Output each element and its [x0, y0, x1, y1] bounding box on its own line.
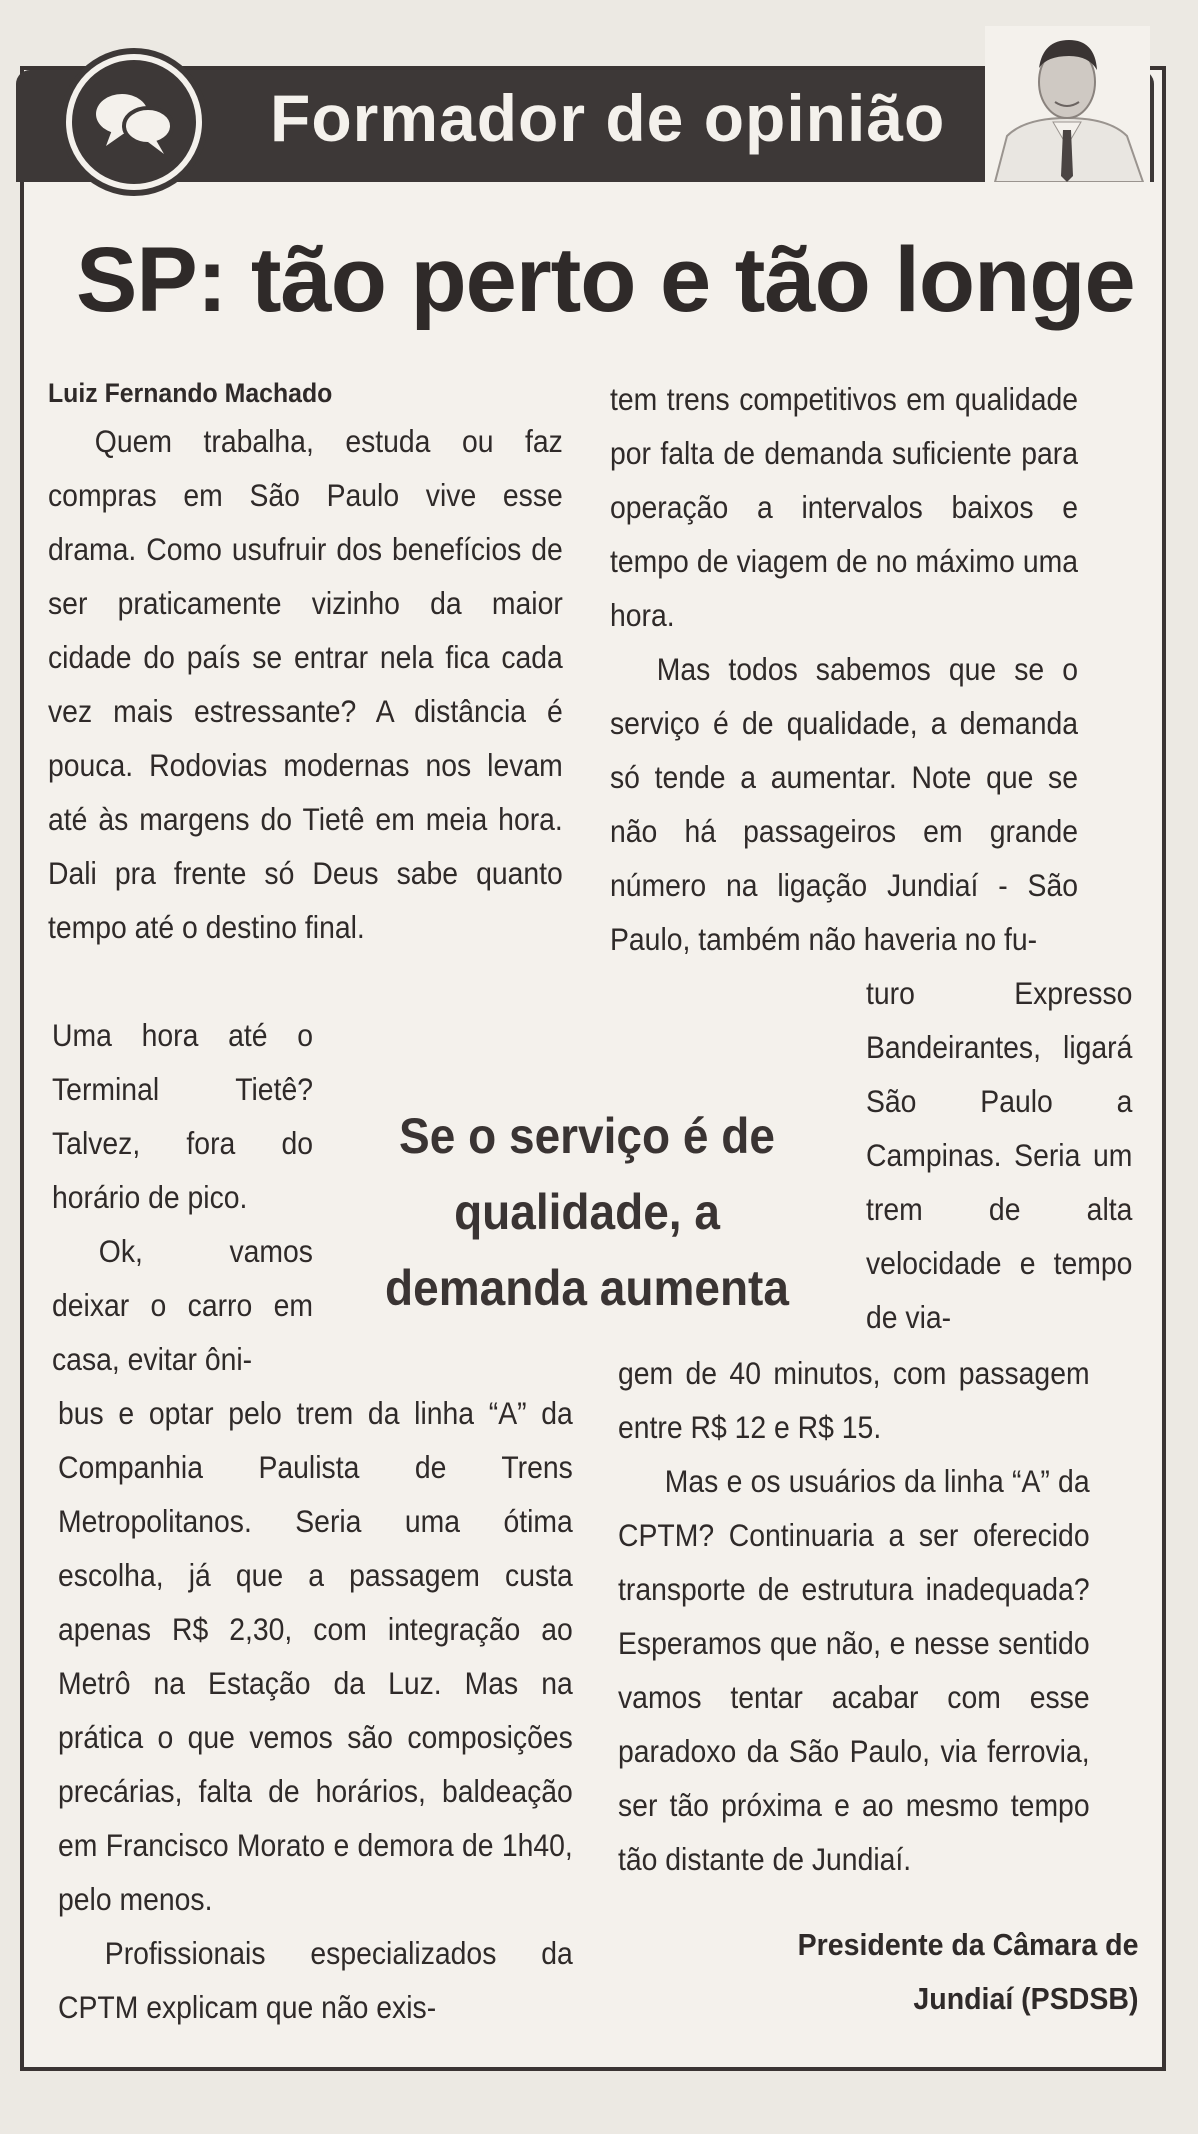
column-title: Formador de opinião: [270, 81, 946, 155]
column-1-narrow: [52, 1008, 313, 1386]
column-1-top: [48, 414, 563, 954]
paragraph: gem de 40 minutos, com passagem entre R$ 12 e R$ 15.: [618, 1355, 1090, 1445]
signature-line: Jundiaí (PSDSB): [912, 1981, 1138, 2016]
speech-bubbles-icon: [66, 54, 202, 190]
column-1-bottom: [58, 1386, 573, 2034]
paragraph: Mas todos sabemos que se o serviço é de qualidade, a demanda só tende a aumentar. Note que se não há passageiros em grande número na ligação Jundiaí - São Paulo, também não haveria no fu-: [610, 651, 1078, 957]
headline: SP: tão perto e tão longe: [76, 229, 1135, 331]
signature-line: Presidente da Câmara de: [797, 1927, 1138, 1962]
author-portrait: [985, 26, 1150, 182]
paragraph: Quem trabalha, estuda ou faz compras em São Paulo vive esse drama. Como usufruir dos benefícios de ser praticamente vizinho da maior cidade do país se entrar nela fica cada vez mais estressante? A distância é pouca. Rodovias modernas nos levam até às margens do Tietê em meia hora. Dali pra frente só Deus sabe quanto tempo até o destino final.: [48, 423, 563, 945]
author-signature: [797, 1918, 1138, 2026]
column-2-narrow: [866, 966, 1132, 1344]
paragraph: Mas e os usuários da linha “A” da CPTM? Continuaria a ser oferecido transporte de estrutura inadequada? Esperamos que não, e nesse sentido vamos tentar acabar com esse paradoxo da São Paulo, via ferrovia, ser tão próxima e ao mesmo tempo tão distante de Jundiaí.: [618, 1463, 1090, 1877]
paragraph: Uma hora até o Terminal Tietê? Talvez, fora do horário de pico.: [52, 1017, 313, 1215]
paragraph: bus e optar pelo trem da linha “A” da Companhia Paulista de Trens Metropolitanos. Seria uma ótima escolha, já que a passagem custa apenas R$ 2,30, com integração ao Metrô na Estação da Luz. Mas na prática o que vemos são composições precárias, falta de horários, baldeação em Francisco Morato e demora de 1h40, pelo menos.: [58, 1395, 573, 1917]
paragraph: turo Expresso Bandeirantes, ligará São Paulo a Campinas. Seria um trem de alta velocidade e tempo de via-: [866, 975, 1133, 1335]
pull-quote: Se o serviço é de qualidade, a demanda aumenta: [385, 1108, 789, 1316]
paragraph: tem trens competitivos em qualidade por falta de demanda suficiente para operação a intervalos baixos e tempo de viagem de no máximo uma hora.: [610, 381, 1078, 633]
byline: Luiz Fernando Machado: [48, 378, 333, 408]
paragraph: Profissionais especializados da CPTM explicam que não exis-: [58, 1935, 573, 2025]
paragraph: Ok, vamos deixar o carro em casa, evitar ôni-: [52, 1233, 313, 1377]
column-2-bottom: [618, 1346, 1090, 1886]
column-2-top: [610, 372, 1078, 966]
